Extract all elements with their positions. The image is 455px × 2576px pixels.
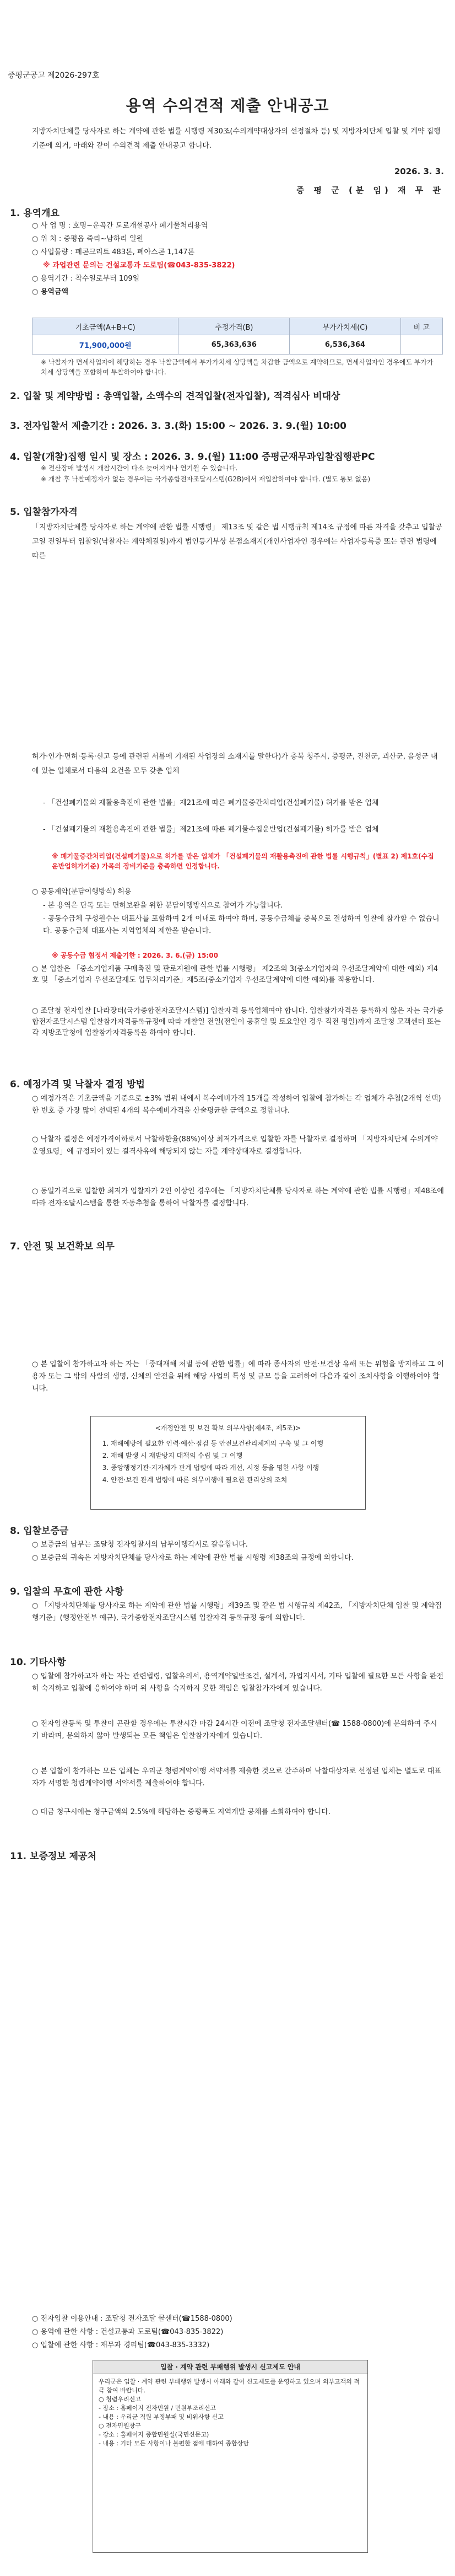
s5-bullet: - 「건설폐기물의 재활용촉진에 관한 법률」제21조에 따른 폐기물중간처리업(건설폐기물) 허가를 받은 업체 <box>43 799 379 807</box>
s1-item-inquiry: ※ 과업관련 문의는 건설교통과 도로팀(☎043-835-3822) <box>43 261 235 270</box>
budget-table <box>32 318 443 355</box>
s5-paragraph-cont: 허가·인가·면허·등록·신고 등에 관련된 서류에 기재된 사업장의 소재지를 말한다)가 충북 청주시, 증평군, 진천군, 괴산군, 음성군 내에 있는 업체로서 다음의 요건을 모두 갖춘 업체 <box>32 753 438 775</box>
budget-value: 6,536,364 <box>290 335 400 355</box>
s6-paragraph: ○ 예정가격은 기초금액을 기준으로 ±3% 범위 내에서 복수예비가격 15개를 작성하여 입찰에 참가하는 각 업체가 추첨(2개씩 선택)한 번호 중 가장 많이 선택된 4개의 복수예비가격을 산술평균한 금액으로 정합니다. <box>32 1094 441 1115</box>
s5-joint-contract-line: - 본 용역은 단독 또는 면허보완을 위한 분담이행방식으로 참여가 가능합니다. <box>43 901 283 910</box>
s8-paragraph: ○ 보증금의 귀속은 지방자치단체를 당사자로 하는 계약에 관한 법률 시행령 제38조의 규정에 의합니다. <box>32 1554 354 1562</box>
safety-box-title: <개정안전 및 보건 확보 의무사항(제4조, 제5조)> <box>155 1424 301 1432</box>
section-1-heading: 1. 용역개요 <box>10 208 59 219</box>
s10-paragraph: ○ 본 입찰에 참가하는 모든 업체는 우리군 청렴계약이행 서약서를 제출한 것으로 간주하며 낙찰대상자로 선정된 업체는 별도로 대표자가 서명한 청렴계약이행 서약서를 제출하여야 합니다. <box>32 1767 442 1788</box>
s6-paragraph: ○ 낙찰자 결정은 예정가격이하로서 낙찰하한율(88%)이상 최저가격으로 입찰한 자를 낙찰자로 결정하며 「지방자치단체 수의계약 운영요령」에 규정되어 있는 결격사유에 해당되지 않는 자를 계약상대자로 결정합니다. <box>32 1135 438 1156</box>
s6-paragraph: ○ 동일가격으로 입찰한 최저가 입찰자가 2인 이상인 경우에는 「지방자치단체를 당사자로 하는 계약에 관한 법률 시행령」제48조에 따라 전자조달시스템을 통한 자동추첨을 통하여 낙찰자를 결정합니다. <box>32 1187 444 1208</box>
section-2-heading: 2. 입찰 및 계약방법 : 총액입찰, 소액수의 견적입찰(전자입찰), 적격심사 비대상 <box>10 391 340 402</box>
budget-value: 65,363,636 <box>178 335 290 355</box>
lead-paragraph: 지방자치단체를 당사자로 하는 계약에 관한 법률 시행령 제30조(수의계약대상자의 선정절차 등) 및 지방자치단체 입찰 및 계약 집행기준에 의거, 아래와 같이 수의견적 제출 안내공고 합니다. <box>32 127 441 150</box>
s7-paragraph: ○ 본 입찰에 참가하고자 하는 자는 「중대재해 처벌 등에 관한 법률」에 따라 종사자의 안전·보건상 유해 또는 위험을 방지하고 그 이용자 또는 그 밖의 사람의 생명, 신체의 안전을 위해 해당 사업의 특성 및 규모 등을 고려하여 다음과 같이 조치사항을 이행하여야 합니다. <box>32 1360 444 1393</box>
notice-line: - 내용 : 우리군 직원 부정부패 및 비위사항 신고 <box>99 2413 224 2421</box>
notice-title: 입찰 · 계약 관련 부패행위 발생시 신고제도 안내 <box>93 2360 367 2374</box>
notice-line: ○ 청렴우리신고 <box>99 2396 141 2403</box>
announcement-date: 2026. 3. 3. <box>394 167 444 176</box>
section-5-heading: 5. 입찰참가자격 <box>10 507 78 518</box>
s5-joint-contract: ○ 공동계약(분담이행방식) 허용 <box>32 888 132 896</box>
budget-value: 71,900,000원 <box>32 335 178 355</box>
safety-item: 3. 중앙행정기관·지자체가 관계 법령에 따라 개선, 시정 등을 명한 사항 이행 <box>111 1462 358 1474</box>
section-4-heading: 4. 입찰(개찰)집행 일시 및 장소 : 2026. 3. 9.(월) 11:00 증평군재무과입찰집행관PC <box>10 452 375 463</box>
s5-bullet-note: ※ 폐기물중간처리업(건설폐기물)으로 허가를 받은 업체가 「건설폐기물의 재활용촉진에 관한 법률 시행규칙」(별표 2) 제1호(수집운반업허가기준) 가목의 장비기준을 충족하면 인정합니다. <box>52 852 434 870</box>
s8-paragraph: ○ 보증금의 납부는 조달청 전자입찰서의 납부이행각서로 갈음합니다. <box>32 1541 248 1549</box>
document-number: 증평군공고 제2026-297호 <box>8 71 100 80</box>
s4-note: ※ 전산장애 발생시 개찰시간이 다소 늦어지거나 연기될 수 있습니다. <box>41 464 238 472</box>
s5-paragraph: 「지방자치단체를 당사자로 하는 계약에 관한 법률 시행령」 제13조 및 같은 법 시행규칙 제14조 규정에 따른 자격을 갖추고 입찰공고일 전일부터 입찰일(낙찰자는 계약체결일)까지 법인등기부상 본점소재지(개인사업자인 경우에는 사업자등록증 또는 관련 법령에 따른 <box>32 523 442 560</box>
s1-item: ○ 용역금액 <box>32 288 69 296</box>
s1-item: ○ 사 업 명 : 호명~운곡간 도로개설공사 폐기물처리용역 <box>32 222 208 230</box>
safety-item: 4. 안전·보건 관계 법령에 따른 의무이행에 필요한 관리상의 조치 <box>111 1474 358 1486</box>
s1-item: ○ 위 치 : 증평읍 죽리~남하리 일원 <box>32 235 144 243</box>
budget-header: 기초금액(A+B+C) <box>32 318 178 335</box>
s5-joint-contract-line: - 공동수급체 구성원수는 대표사를 포함하여 2개 이내로 하여야 하며, 공동수급체를 중복으로 결성하여 입찰에 참가할 수 없습니다. 공동수급체 대표사는 지역업체의 제한을 받습니다. <box>43 915 440 935</box>
section-9-heading: 9. 입찰의 무효에 관한 사항 <box>10 1586 124 1597</box>
notice-line: ○ 전자민원창구 <box>99 2422 141 2429</box>
budget-header: 추정가격(B) <box>178 318 290 335</box>
page-title: 용역 수의견적 제출 안내공고 <box>126 96 329 115</box>
s5-bullet: - 「건설폐기물의 재활용촉진에 관한 법률」제21조에 따른 폐기물수집운반업(건설폐기물) 허가를 받은 업체 <box>43 825 379 834</box>
section-3-heading: 3. 전자입찰서 제출기간 : 2026. 3. 3.(화) 15:00 ~ 2026. 3. 9.(월) 10:00 <box>10 421 346 432</box>
notice-line: 우리군은 입찰 · 계약 관련 부패행위 발생시 아래와 같이 신고제도를 운영하고 있으며 외부고객의 적극 참여 바랍니다. <box>99 2378 360 2394</box>
budget-header: 비 고 <box>400 318 442 335</box>
corruption-report-notice <box>93 2360 368 2553</box>
s10-paragraph: ○ 전자입찰등록 및 투찰이 곤란할 경우에는 투찰시간 마감 24시간 이전에 조달청 전자조달센터(☎ 1588-0800)에 문의하여 주시기 바라며, 문의하지 않아 발생되는 모든 책임은 입찰참가자에게 있습니다. <box>32 1720 437 1740</box>
s1-item: ○ 사업물량 : 폐콘크리트 483톤, 폐아스콘 1,147톤 <box>32 248 195 256</box>
s11-contact: ○ 용역에 관한 사항 : 건설교통과 도로팀(☎043-835-3822) <box>32 2328 224 2336</box>
safety-item: 2. 재해 발생 시 재발방지 대책의 수립 및 그 이행 <box>111 1450 358 1462</box>
section-11-heading: 11. 보증정보 제공처 <box>10 1851 96 1862</box>
s9-paragraph: ○ 「지방자치단체를 당사자로 하는 계약에 관한 법률 시행령」제39조 및 같은 법 시행규칙 제42조, 「지방자치단체 입찰 및 계약집행기준」(행정안전부 예규), 국가종합전자조달시스템 입찰자격 등록규정 등에 의합니다. <box>32 1602 442 1622</box>
s1-note: ※ 낙찰자가 면세사업자에 해당하는 경우 낙찰금액에서 부가가치세 상당액을 차감한 금액으로 계약하므로, 면세사업자인 경우에도 부가가치세 상당액을 포함하여 투찰하여야 합니다. <box>41 358 434 376</box>
safety-item: 1. 재해예방에 필요한 인력·예산·점검 등 안전보건관리체계의 구축 및 그 이행 <box>111 1437 358 1450</box>
section-10-heading: 10. 기타사항 <box>10 1657 66 1668</box>
section-7-heading: 7. 안전 및 보건확보 의무 <box>10 1241 115 1252</box>
notice-line: - 장소 : 홈페이지 전자민원 / 민원부조리신고 <box>99 2405 216 2412</box>
s10-paragraph: ○ 대금 청구시에는 청구금액의 2.5%에 해당하는 증평폭도 지역개발 공채를 소화하여야 합니다. <box>32 1808 331 1816</box>
issuer: 증 평 군 (분 임) 재 무 관 <box>296 185 444 195</box>
s11-contact: ○ 입찰에 관한 사항 : 재무과 경리팀(☎043-835-3332) <box>32 2341 210 2349</box>
section-8-heading: 8. 입찰보증금 <box>10 1526 69 1537</box>
s1-item: ○ 용역기간 : 착수일로부터 109일 <box>32 275 140 283</box>
safety-obligation-box <box>90 1416 366 1510</box>
s5-g2b-registration: ○ 조달청 전자입찰 [나라장터(국가종합전자조달시스템)] 입찰자격 등록업체여야 합니다. 입찰참가자격을 등록하지 않은 자는 국가종합전자조달시스템 입찰참가자격등록규정에 따라 개찰일 전일(전일이 공휴일 및 토요일인 경우 직전 평일)까지 조달청 고객센터 또는 각 지방조달청에 입찰참가자격등록을 하여야 합니다. <box>32 1007 443 1037</box>
notice-line: - 내용 : 기타 모든 사항이나 불편한 점에 대하여 종합상담 <box>99 2440 249 2447</box>
s4-note: ※ 개찰 후 낙찰예정자가 없는 경우에는 국가종합전자조달시스템(G2B)에서 재입찰하여야 합니다. (별도 통보 없음) <box>41 475 371 483</box>
s5-sme-exception: ○ 본 입찰은 「중소기업제품 구매촉진 및 판로지원에 관한 법률 시행령」 제2조의 3(중소기업자의 우선조달계약에 대한 예외) 제4호 및 「중소기업자 우선조달제도 업무처리기준」제5조(중소기업자 우선조달계약에 대한 예외)를 적용합니다. <box>32 965 438 984</box>
s11-contact: ○ 전자입찰 이용안내 : 조달청 전자조달 콜센터(☎1588-0800) <box>32 2315 232 2323</box>
notice-line: - 장소 : 홈페이지 종합민원실(국민신문고) <box>99 2431 209 2438</box>
budget-header: 부가가치세(C) <box>290 318 400 335</box>
budget-value <box>400 335 442 355</box>
s5-joint-deadline: ※ 공동수급 협정서 제출기한 : 2026. 3. 6.(금) 15:00 <box>52 952 218 959</box>
s10-paragraph: ○ 입찰에 참가하고자 하는 자는 관련법령, 입찰유의서, 용역계약일반조건, 설계서, 과업지시서, 기타 입찰에 필요한 모든 사항을 완전히 숙지하고 입찰에 응하여야 하며 위 사항을 숙지하지 못한 책임은 입찰참가자에게 있습니다. <box>32 1672 444 1693</box>
section-6-heading: 6. 예정가격 및 낙찰자 결정 방법 <box>10 1079 145 1090</box>
